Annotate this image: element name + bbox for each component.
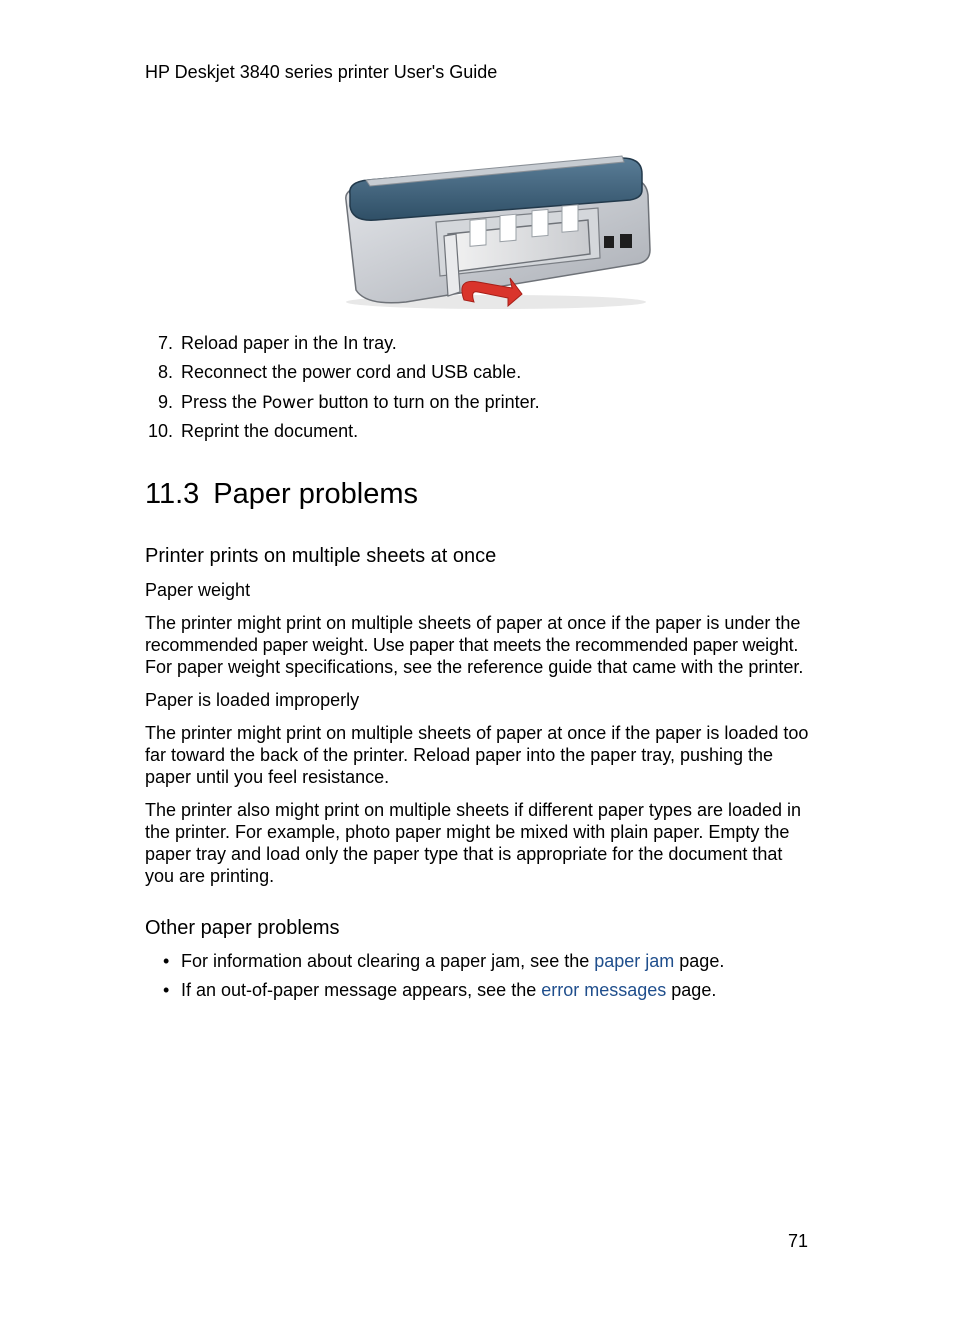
step-text-post: button to turn on the printer. [313, 392, 540, 412]
paper-jam-link[interactable]: paper jam [594, 951, 675, 971]
step-text: Reload paper in the In tray. [181, 333, 397, 353]
text-line: The printer might print on multiple sheets of paper at once if the paper is under the [145, 613, 801, 633]
paragraph [145, 722, 815, 788]
step-text: Reprint the document. [181, 421, 359, 441]
subsection-heading: Printer prints on multiple sheets at once [145, 545, 497, 567]
bullet-text [181, 979, 716, 1001]
power-button-name: Power [262, 393, 314, 413]
topic-heading: Paper weight [145, 580, 251, 600]
text-line: The printer might print on multiple sheets of paper at once if the paper is loaded too [145, 723, 809, 743]
text-line: For paper weight specifications, see the reference guide that came with the printer. [145, 657, 804, 677]
text-line: recommended paper weight. Use paper that meets the recommended paper weight. [145, 635, 799, 655]
text-line: The printer also might print on multiple sheets if different paper types are loaded in [145, 800, 802, 820]
step-text [181, 391, 540, 414]
step-number: 8. [157, 362, 173, 382]
bullet-glyph: • [163, 980, 170, 1000]
printer-rear-access-door-illustration [336, 150, 654, 310]
running-header: HP Deskjet 3840 series printer User's Guide [145, 62, 498, 82]
step-number: 10. [147, 421, 173, 441]
bullet-text-post: page. [666, 980, 717, 1000]
topic-heading: Paper is loaded improperly [145, 690, 360, 710]
section-title: Paper problems [213, 478, 419, 510]
text-line: paper until you feel resistance. [145, 767, 390, 787]
bullet-glyph: • [163, 951, 170, 971]
text-line: paper tray and load only the paper type that is appropriate for the document that [145, 844, 783, 864]
text-line: the printer. For example, photo paper might be mixed with plain paper. Empty the [145, 822, 790, 842]
text-line: you are printing. [145, 866, 275, 886]
bullet-text [181, 950, 724, 972]
step-number: 7. [157, 333, 173, 353]
paragraph [145, 612, 815, 678]
page-number: 71 [788, 1231, 809, 1251]
bullet-text-pre: If an out-of-paper message appears, see the [181, 980, 542, 1000]
step-number: 9. [157, 392, 173, 412]
error-messages-link[interactable]: error messages [541, 980, 667, 1000]
text-line: far toward the back of the printer. Reload paper into the paper tray, pushing the [145, 745, 774, 765]
step-text-pre: Press the [181, 392, 263, 412]
bullet-text-post: page. [674, 951, 725, 971]
subsection-heading: Other paper problems [145, 917, 340, 939]
section-heading [145, 478, 418, 511]
bullet-text-pre: For information about clearing a paper jam, see the [181, 951, 595, 971]
paragraph [145, 799, 815, 887]
step-text: Reconnect the power cord and USB cable. [181, 362, 522, 382]
section-number: 11.3 [145, 478, 200, 510]
